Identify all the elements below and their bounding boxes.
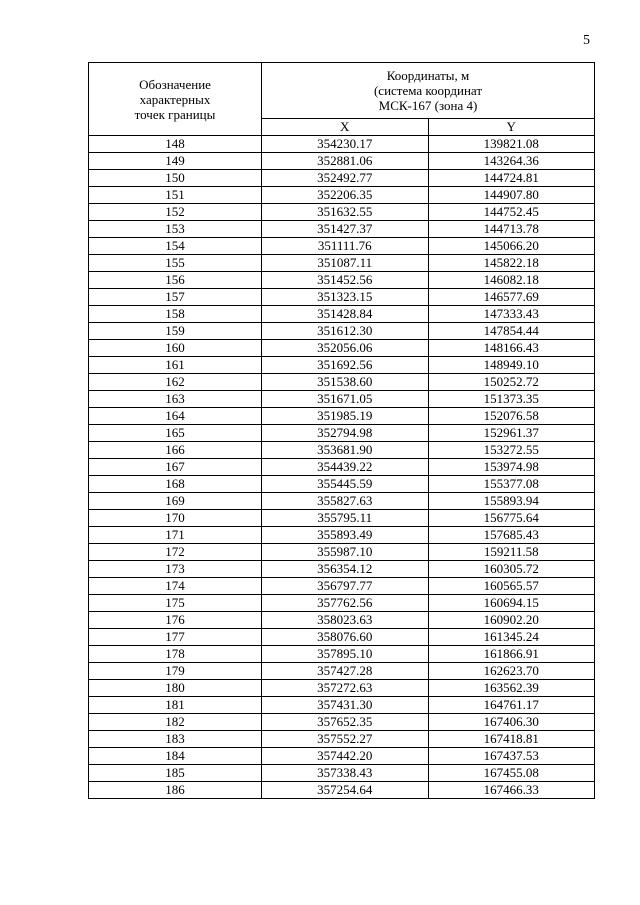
table-row (89, 391, 595, 408)
table-row (89, 561, 595, 578)
x-coordinate-cell: 357427.28 (262, 663, 429, 680)
header-line: Координаты, м (386, 68, 470, 83)
header-line: (система координат (373, 83, 483, 98)
y-coordinate-cell: 160902.20 (428, 612, 595, 629)
y-column-header: Y (428, 119, 595, 136)
y-coordinate-cell: 159211.58 (428, 544, 595, 561)
x-coordinate-cell: 355445.59 (262, 476, 429, 493)
table-row (89, 136, 595, 153)
point-cell: 181 (89, 697, 262, 714)
x-coordinate-cell: 351538.60 (262, 374, 429, 391)
table-row (89, 765, 595, 782)
table-row (89, 306, 595, 323)
y-coordinate-cell: 147333.43 (428, 306, 595, 323)
point-cell: 157 (89, 289, 262, 306)
header-line: Обозначение (139, 76, 211, 92)
y-coordinate-cell: 164761.17 (428, 697, 595, 714)
table-row (89, 697, 595, 714)
point-cell: 169 (89, 493, 262, 510)
table-row (89, 629, 595, 646)
table-row (89, 782, 595, 799)
x-coordinate-cell: 351087.11 (262, 255, 429, 272)
y-coordinate-cell: 152961.37 (428, 425, 595, 442)
point-cell: 170 (89, 510, 262, 527)
y-coordinate-cell: 139821.08 (428, 136, 595, 153)
point-cell: 166 (89, 442, 262, 459)
table-row (89, 170, 595, 187)
table-row (89, 612, 595, 629)
y-coordinate-cell: 144724.81 (428, 170, 595, 187)
y-coordinate-cell: 153272.55 (428, 442, 595, 459)
table-row (89, 731, 595, 748)
table-row (89, 153, 595, 170)
y-coordinate-cell: 167418.81 (428, 731, 595, 748)
x-coordinate-cell: 357431.30 (262, 697, 429, 714)
y-coordinate-cell: 147854.44 (428, 323, 595, 340)
table-row (89, 204, 595, 221)
y-coordinate-cell: 167406.30 (428, 714, 595, 731)
x-coordinate-cell: 355795.11 (262, 510, 429, 527)
point-designation-header (89, 63, 262, 136)
table-row (89, 544, 595, 561)
y-coordinate-cell: 155893.94 (428, 493, 595, 510)
x-coordinate-cell: 353681.90 (262, 442, 429, 459)
point-cell: 168 (89, 476, 262, 493)
y-coordinate-cell: 153974.98 (428, 459, 595, 476)
x-coordinate-cell: 357254.64 (262, 782, 429, 799)
y-coordinate-cell: 160305.72 (428, 561, 595, 578)
y-coordinate-cell: 156775.64 (428, 510, 595, 527)
point-cell: 175 (89, 595, 262, 612)
point-cell: 162 (89, 374, 262, 391)
table-row (89, 442, 595, 459)
table-row (89, 238, 595, 255)
y-coordinate-cell: 145822.18 (428, 255, 595, 272)
table-row (89, 510, 595, 527)
x-coordinate-cell: 355987.10 (262, 544, 429, 561)
point-cell: 177 (89, 629, 262, 646)
x-coordinate-cell: 352056.06 (262, 340, 429, 357)
header-line: характерных (139, 91, 211, 107)
point-cell: 150 (89, 170, 262, 187)
x-coordinate-cell: 357552.27 (262, 731, 429, 748)
y-coordinate-cell: 151373.35 (428, 391, 595, 408)
y-coordinate-cell: 163562.39 (428, 680, 595, 697)
point-cell: 186 (89, 782, 262, 799)
x-coordinate-cell: 351612.30 (262, 323, 429, 340)
y-coordinate-cell: 162623.70 (428, 663, 595, 680)
y-coordinate-cell: 167455.08 (428, 765, 595, 782)
y-coordinate-cell: 145066.20 (428, 238, 595, 255)
point-cell: 183 (89, 731, 262, 748)
table-row (89, 187, 595, 204)
point-cell: 156 (89, 272, 262, 289)
x-coordinate-cell: 357895.10 (262, 646, 429, 663)
point-cell: 160 (89, 340, 262, 357)
x-coordinate-cell: 357762.56 (262, 595, 429, 612)
x-coordinate-cell: 357652.35 (262, 714, 429, 731)
y-coordinate-cell: 146577.69 (428, 289, 595, 306)
table-row (89, 408, 595, 425)
point-cell: 154 (89, 238, 262, 255)
table-row (89, 578, 595, 595)
point-cell: 176 (89, 612, 262, 629)
point-cell: 173 (89, 561, 262, 578)
point-cell: 179 (89, 663, 262, 680)
table-row (89, 493, 595, 510)
table-row (89, 289, 595, 306)
table-row (89, 425, 595, 442)
y-coordinate-cell: 152076.58 (428, 408, 595, 425)
point-cell: 149 (89, 153, 262, 170)
table-row (89, 527, 595, 544)
y-coordinate-cell: 167466.33 (428, 782, 595, 799)
y-coordinate-cell: 160565.57 (428, 578, 595, 595)
x-coordinate-cell: 351692.56 (262, 357, 429, 374)
x-coordinate-cell: 354230.17 (262, 136, 429, 153)
point-cell: 164 (89, 408, 262, 425)
table-row (89, 714, 595, 731)
x-coordinate-cell: 358076.60 (262, 629, 429, 646)
point-cell: 172 (89, 544, 262, 561)
x-column-header: X (262, 119, 429, 136)
y-coordinate-cell: 144907.80 (428, 187, 595, 204)
point-cell: 158 (89, 306, 262, 323)
x-coordinate-cell: 355827.63 (262, 493, 429, 510)
x-coordinate-cell: 352881.06 (262, 153, 429, 170)
table-row (89, 374, 595, 391)
x-coordinate-cell: 352206.35 (262, 187, 429, 204)
header-line: МСК-167 (зона 4) (378, 98, 478, 113)
x-coordinate-cell: 351427.37 (262, 221, 429, 238)
table-row (89, 357, 595, 374)
x-coordinate-cell: 356797.77 (262, 578, 429, 595)
table-body (89, 136, 595, 799)
table-row (89, 255, 595, 272)
point-cell: 184 (89, 748, 262, 765)
point-cell: 185 (89, 765, 262, 782)
y-coordinate-cell: 146082.18 (428, 272, 595, 289)
table-row (89, 595, 595, 612)
point-cell: 148 (89, 136, 262, 153)
x-coordinate-cell: 356354.12 (262, 561, 429, 578)
x-coordinate-cell: 351323.15 (262, 289, 429, 306)
table-header-row (89, 63, 595, 119)
page-number: 5 (583, 33, 590, 48)
point-cell: 171 (89, 527, 262, 544)
table-row (89, 272, 595, 289)
table-row (89, 340, 595, 357)
table-row (89, 748, 595, 765)
x-coordinate-cell: 351671.05 (262, 391, 429, 408)
x-coordinate-cell: 351111.76 (262, 238, 429, 255)
table-row (89, 680, 595, 697)
x-coordinate-cell: 351985.19 (262, 408, 429, 425)
x-coordinate-cell: 357442.20 (262, 748, 429, 765)
point-cell: 182 (89, 714, 262, 731)
y-coordinate-cell: 148949.10 (428, 357, 595, 374)
x-coordinate-cell: 351632.55 (262, 204, 429, 221)
table-row (89, 221, 595, 238)
x-coordinate-cell: 355893.49 (262, 527, 429, 544)
point-cell: 155 (89, 255, 262, 272)
point-cell: 165 (89, 425, 262, 442)
coordinates-table (88, 62, 595, 799)
table-row (89, 663, 595, 680)
x-coordinate-cell: 354439.22 (262, 459, 429, 476)
y-coordinate-cell: 161345.24 (428, 629, 595, 646)
table-row (89, 646, 595, 663)
header-line: точек границы (134, 106, 216, 122)
table-row (89, 323, 595, 340)
table-row (89, 459, 595, 476)
y-coordinate-cell: 157685.43 (428, 527, 595, 544)
x-coordinate-cell: 351452.56 (262, 272, 429, 289)
x-coordinate-cell: 357272.63 (262, 680, 429, 697)
coordinates-header (262, 63, 595, 119)
x-coordinate-cell: 358023.63 (262, 612, 429, 629)
point-cell: 163 (89, 391, 262, 408)
y-coordinate-cell: 150252.72 (428, 374, 595, 391)
point-cell: 152 (89, 204, 262, 221)
y-coordinate-cell: 167437.53 (428, 748, 595, 765)
x-coordinate-cell: 351428.84 (262, 306, 429, 323)
x-coordinate-cell: 352794.98 (262, 425, 429, 442)
point-cell: 151 (89, 187, 262, 204)
y-coordinate-cell: 144752.45 (428, 204, 595, 221)
y-coordinate-cell: 143264.36 (428, 153, 595, 170)
point-cell: 178 (89, 646, 262, 663)
y-coordinate-cell: 148166.43 (428, 340, 595, 357)
y-coordinate-cell: 161866.91 (428, 646, 595, 663)
point-cell: 180 (89, 680, 262, 697)
y-coordinate-cell: 144713.78 (428, 221, 595, 238)
point-cell: 161 (89, 357, 262, 374)
x-coordinate-cell: 357338.43 (262, 765, 429, 782)
point-cell: 167 (89, 459, 262, 476)
table-row (89, 476, 595, 493)
point-cell: 159 (89, 323, 262, 340)
point-cell: 174 (89, 578, 262, 595)
y-coordinate-cell: 155377.08 (428, 476, 595, 493)
x-coordinate-cell: 352492.77 (262, 170, 429, 187)
y-coordinate-cell: 160694.15 (428, 595, 595, 612)
point-cell: 153 (89, 221, 262, 238)
